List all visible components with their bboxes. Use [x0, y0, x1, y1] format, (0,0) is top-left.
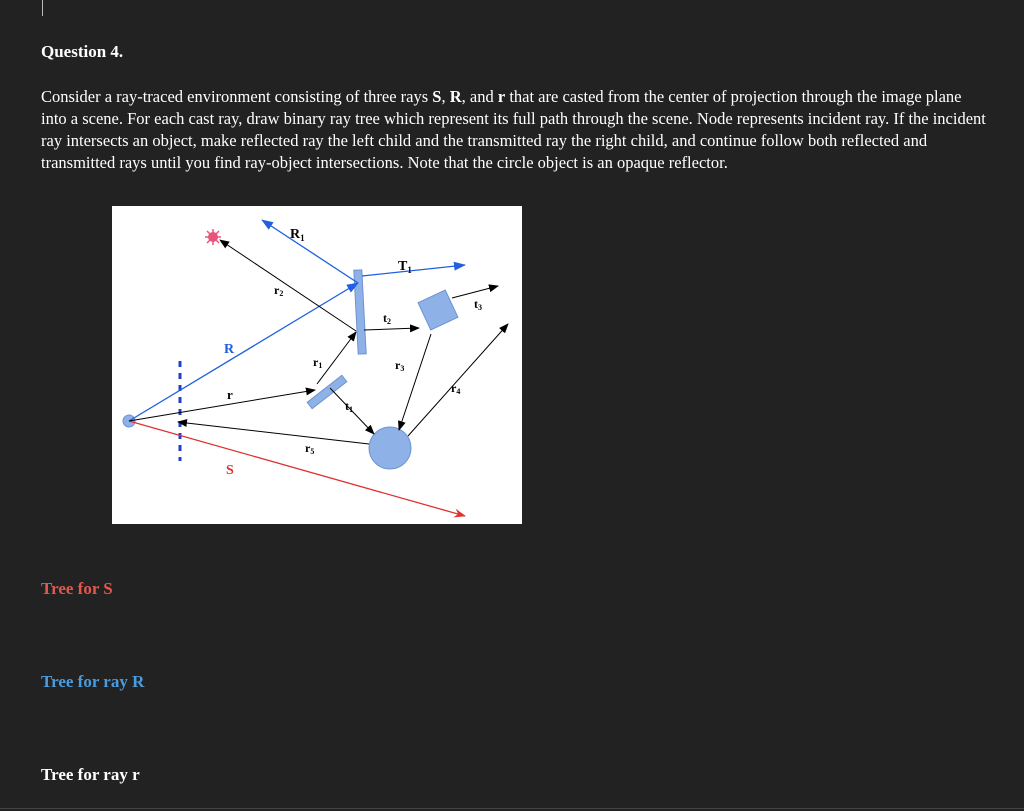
opaque-sphere-object: [369, 427, 411, 469]
question-text-part2: that are casted from the center of projection through the image plane into a scene. For each cast ray, draw binary ray tree which represent its full path through the scene. Node represents incident ray. If the incident ray intersects an object, make reflected ray the left child and the transmitted ray the right child, and continue follow both reflected and transmitted rays until you find ray-object intersections. Note that the circle object is an opaque reflector.: [41, 87, 986, 172]
vertical-slab-object: [354, 270, 366, 354]
tree-for-r-heading: Tree for ray r: [41, 765, 140, 784]
ray-R-name: R: [449, 87, 462, 106]
question-title: Question 4.: [41, 42, 124, 61]
ray-r-name: r: [497, 87, 506, 106]
label-t3: t3: [474, 297, 482, 312]
tilted-slab-object: [307, 375, 347, 408]
ray-R1: [262, 220, 358, 283]
separator: , and: [461, 87, 498, 106]
label-T1: $T_1$: [398, 259, 412, 275]
question-text-part1: Consider a ray-traced environment consisting of three rays: [41, 87, 433, 106]
text-cursor: [42, 0, 43, 16]
label-t2: t2: [383, 311, 391, 326]
light-source-icon: [205, 229, 221, 245]
label-r1: r1: [313, 355, 323, 370]
ray-r4: [408, 324, 508, 436]
label-r2: r2: [274, 283, 284, 298]
ray-r: [129, 390, 315, 421]
label-r4: r4: [451, 381, 461, 396]
label-t1: t1: [345, 399, 353, 414]
separator: ,: [441, 87, 450, 106]
ray-diagram: [112, 206, 522, 524]
label-r5: r5: [305, 441, 315, 456]
tree-for-S-heading: Tree for S: [41, 579, 113, 598]
ray-r5: [178, 422, 369, 444]
label-R1: $R_1$: [290, 227, 305, 243]
label-r3: r3: [395, 358, 405, 373]
ray-S-name: S: [432, 87, 442, 106]
square-object: [418, 290, 458, 330]
ray-t2: [364, 328, 419, 330]
label-R: R: [224, 342, 235, 357]
label-S: S: [226, 463, 234, 478]
tree-for-R-heading: Tree for ray R: [41, 672, 145, 691]
ray-r2: [220, 240, 356, 331]
question-body: [41, 86, 986, 174]
bottom-divider: [0, 808, 1024, 809]
ray-tracing-figure: [112, 206, 522, 524]
ray-T1: [362, 265, 465, 276]
ray-r1: [317, 332, 356, 384]
label-r: r: [227, 387, 233, 402]
